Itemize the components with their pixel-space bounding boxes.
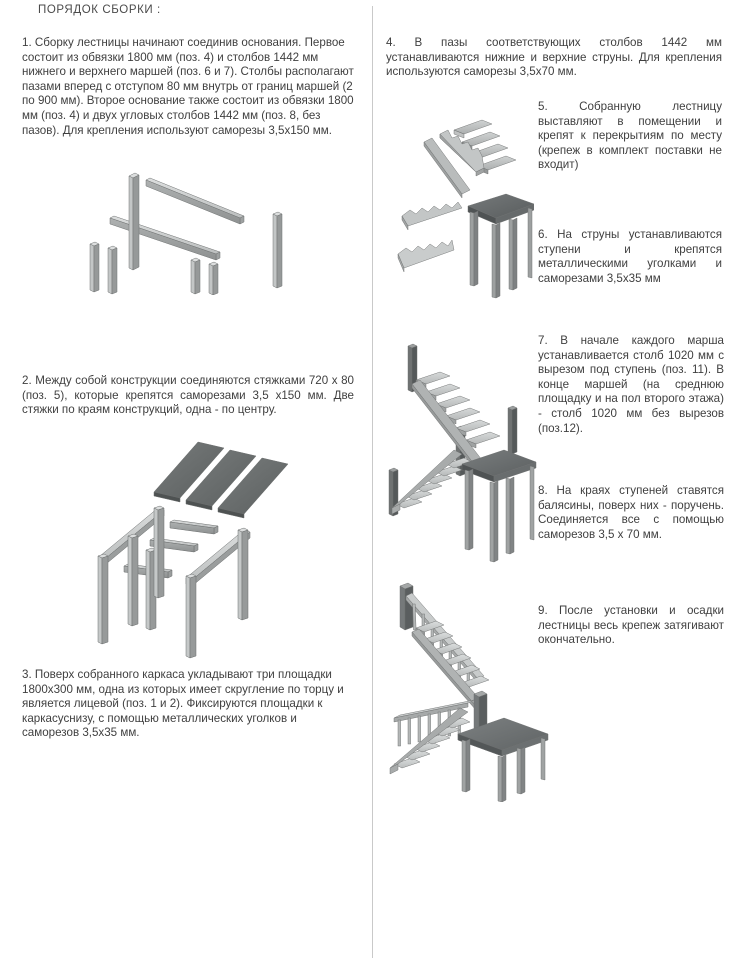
step-4-text: 4. В пазы соответствующих столбов 1442 мм устанавливаются нижние и верхние струны. Для крепления используются саморезы 3,5х70 мм.: [386, 36, 722, 79]
figure-stringers-steps-and-base-exploded: [388, 98, 534, 302]
step-9-text: 9. После установки и осадки лестницы весь крепеж затягивают окончательно.: [538, 604, 724, 647]
step-8-text: 8. На краях ступеней ставятся балясины, поверх них - поручень. Соединяется все с помощью саморезов 3,5 х 70 мм.: [538, 484, 724, 541]
step-5-text: 5. Собранную лестницу выставляют в помещении и крепят к перекрытиям по месту (крепеж в комплект поставки не входит): [538, 100, 722, 172]
step-2-text: 2. Между собой конструкции соединяются стяжками 720 х 80 (поз. 5), которые крепятся саморезами 3,5 х150 мм. Две стяжки по краям конструкций, одна - по центру.: [22, 374, 354, 417]
page-title: ПОРЯДОК СБОРКИ :: [38, 4, 161, 16]
step-1-text: 1. Сборку лестницы начинают соединив основания. Первое состоит из обвязки 1800 мм (поз. 4) и столбов 1442 мм нижнего и верхнего маршей (поз. 6 и 7). Столбы располагают пазами вперед с отступом 80 мм внутрь от границ маршей (2 по 900 мм). Второе основание также состоит из обвязки 1800 мм (поз. 4) и двух угловых столбов 1442 мм (поз. 8, без пазов). Для крепления используют саморезы 3,5х150 мм.: [22, 36, 354, 137]
step-7-text: 7. В начале каждого марша устанавливается столб 1020 мм с вырезом под ступень (поз. 11). В конце маршей (на среднюю площадку и на пол второго этажа) - столб 1020 мм без вырезов (поз.12).: [538, 334, 724, 435]
figure-assembled-stairs-with-posts: [386, 318, 542, 564]
column-divider: [372, 6, 373, 958]
step-6-text: 6. На струны устанавливаются ступени и крепятся металлическими уголками и саморезами 3,5х35 мм: [538, 228, 722, 285]
figure-frame-with-platform-boards-exploded: [86, 438, 316, 660]
figure-stairs-with-balusters-and-handrail: [386, 566, 556, 802]
figure-base-frame-parts-exploded: [88, 160, 298, 295]
step-3-text: 3. Поверх собранного каркаса укладывают три площадки 1800х300 мм, одна из которых имеет скругление по торцу и является лицевой (поз. 1 и 2). Фиксируются площадки к каркасуснизу, с помощью металлических уголков и саморезов 3,5х35 мм.: [22, 668, 344, 740]
